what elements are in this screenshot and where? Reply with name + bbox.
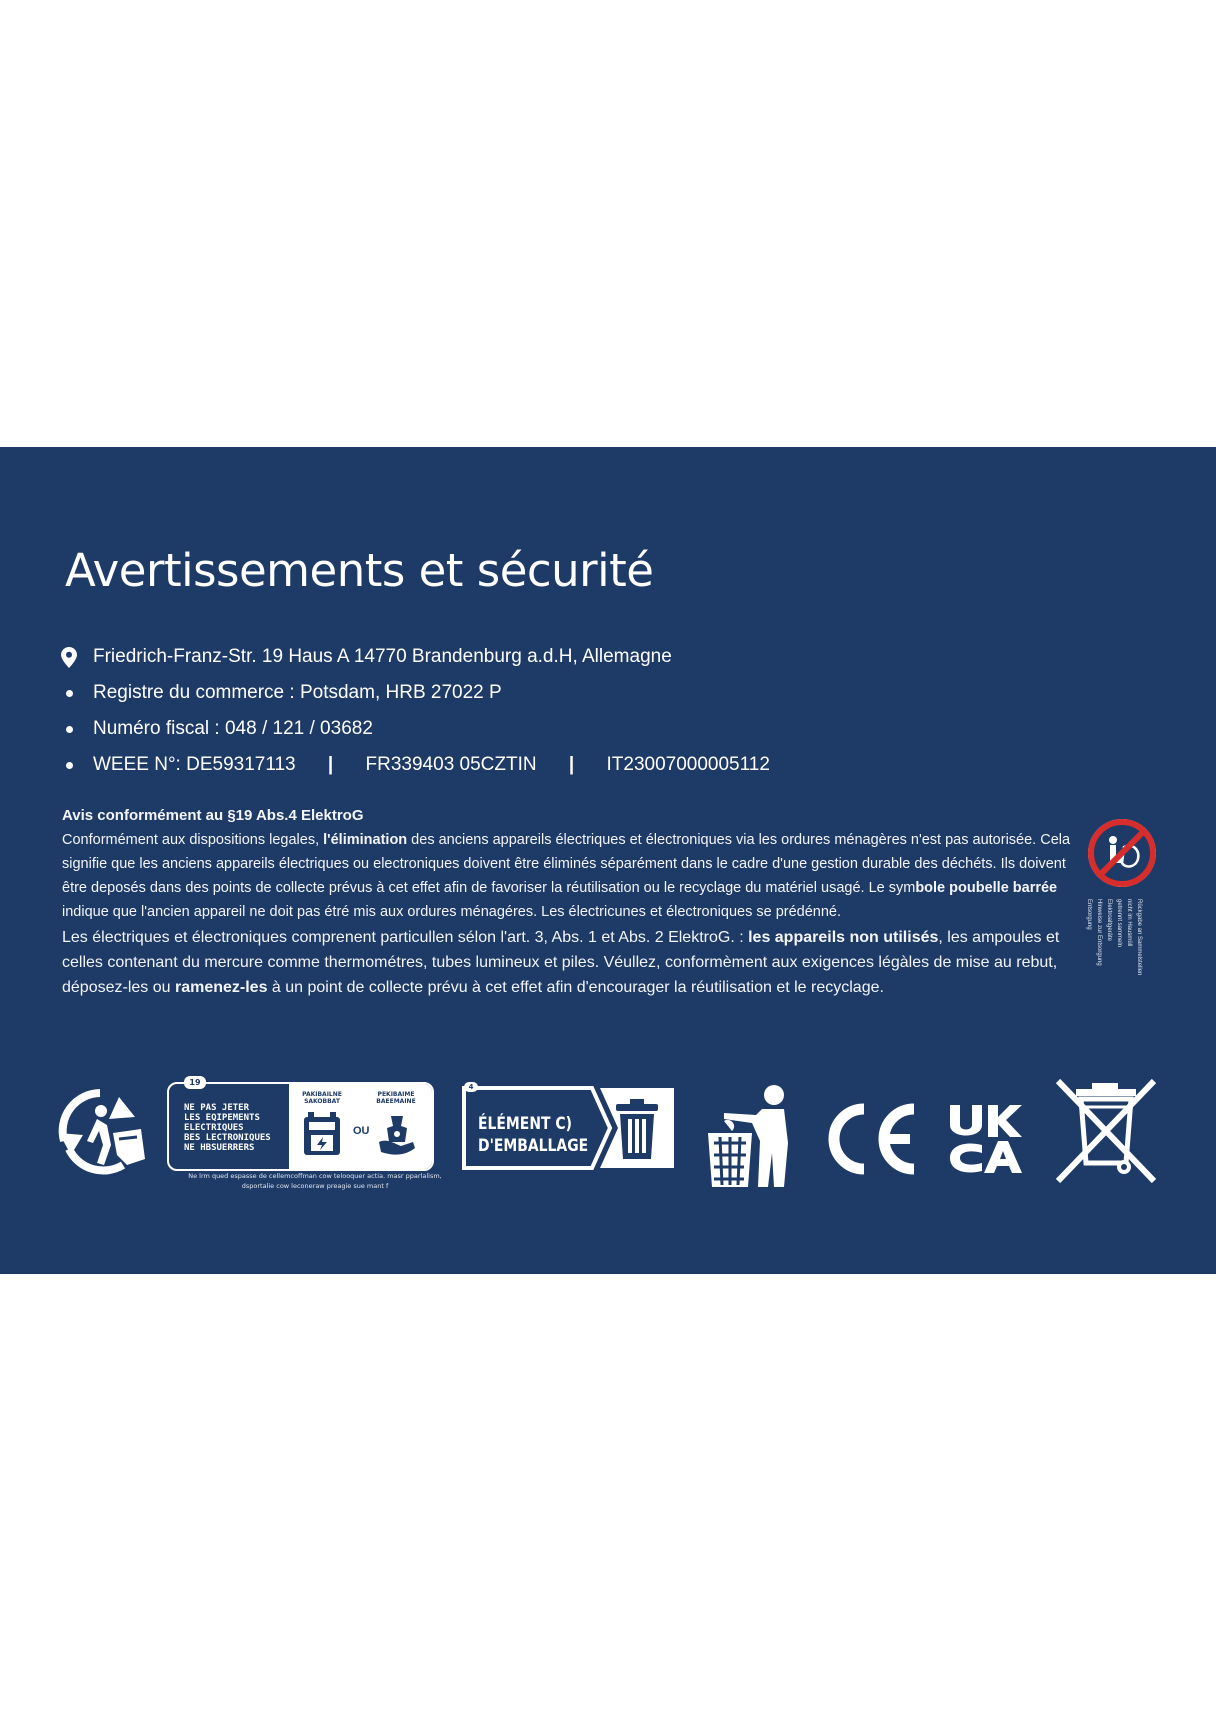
bullet-icon	[66, 726, 73, 733]
notice-paragraph-2	[62, 925, 1072, 1000]
notice-paragraph-1	[62, 828, 1072, 924]
trash-bin-icon	[614, 1099, 660, 1165]
label-or-text: OU	[353, 1125, 370, 1137]
tax-item	[58, 717, 1058, 753]
weee-fr-text: FR339403 05CZTIN	[365, 754, 537, 775]
notice-text: , les ampoules et celles contenant du mercure comme thermométres, tubes lumineux et piles. Véullez, conformèment aux exigences légàles de mise au rebut, déposez-les ou	[62, 929, 1060, 996]
notice-emphasis: les appareils non utilisés	[748, 929, 939, 946]
crossed-bin-icon	[1050, 1077, 1164, 1191]
notice-emphasis: bole poubelle barrée	[915, 880, 1058, 896]
label-caption: Ne lrm qued espasse de cellemcoffman cow telooquer actia. masr pparlalism, dsportalie cow leconeraw preagie sue mant f	[188, 1172, 442, 1190]
compliance-icon-row	[0, 1067, 1216, 1207]
address-item	[58, 645, 1058, 681]
weee-it-text: IT23007000005112	[606, 754, 770, 775]
label-main-text: NE PAS JETER LES EQIPEMENTS ELECTRIQUES BES LECTRONIQUES NE HBSUERRERS	[184, 1103, 271, 1153]
register-text: Registre du commerce : Potsdam, HRB 27022 P	[93, 682, 502, 703]
bullet-icon	[66, 690, 73, 697]
label-right-title: PEKIBAIME BAEEMAINE	[376, 1091, 416, 1105]
tax-text: Numéro fiscal : 048 / 121 / 03682	[93, 718, 373, 739]
notice-text: Les électriques et électroniques comprenent particullen sélon l'art. 3, Abs. 1 et Abs. 2 ElektroG. :	[62, 929, 749, 946]
separator: |	[327, 754, 334, 775]
weee-item	[58, 753, 1058, 789]
page-title: Avertissements et sécurité	[65, 544, 654, 597]
company-info-list	[58, 645, 1058, 789]
location-pin-icon	[61, 647, 77, 675]
separator: |	[568, 754, 575, 775]
weee-de-text: WEEE N°: DE59317113	[93, 754, 296, 775]
no-household-waste-icon	[1086, 817, 1158, 893]
address-text: Friedrich-Franz-Str. 19 Haus A 14770 Brandenburg a.d.H, Allemagne	[93, 646, 672, 667]
notice-emphasis: ramenez-les	[174, 979, 268, 996]
notice-text: Conformément aux dispositions legales,	[62, 832, 324, 848]
ukca-mark-icon	[946, 1103, 1024, 1179]
register-item	[58, 681, 1058, 717]
ce-mark-icon	[824, 1101, 920, 1181]
hand-drop-icon	[377, 1112, 417, 1162]
packaging-label-icon	[167, 1078, 434, 1171]
tidyman-icon	[704, 1083, 796, 1193]
bullet-icon	[66, 762, 73, 769]
notice-text: à un point de collecte prévu à cet effet afin d'encourager la réutilisation et le recyclage.	[267, 979, 884, 996]
label-badge: 19	[184, 1076, 206, 1089]
notice-emphasis: l'élimination	[323, 832, 408, 848]
notice-heading: Avis conformément au §19 Abs.4 ElektroG	[62, 807, 364, 824]
battery-box-icon	[301, 1111, 343, 1163]
side-vertical-text: Entsorgung Hinweise zur Entsorgung Elektroaltgeräte getrennt sammeln nicht im Hausmüll Rückgabe an Sammelstellen	[1086, 899, 1142, 976]
packaging-element-number: 4	[464, 1082, 478, 1092]
emballage-line-1: ÉLÉMENT C)	[478, 1114, 572, 1134]
safety-panel	[0, 447, 1216, 1274]
emballage-line-2: D'EMBALLAGE	[478, 1136, 589, 1156]
label-left-title: PAKIBAILNE SAKOBBAT	[302, 1091, 342, 1105]
elektrog-notice	[62, 804, 1072, 1000]
packaging-element-text	[478, 1113, 588, 1157]
notice-text: des anciens appareils électriques et électroniques via les ordures ménagères n'est pas autorisée. Cela signifie que les anciens appareils électriques ou electroniques doivent être éliminés séparément dans le cadre d'une gestion durable des déchéts. Ils doivent être deposés dans des points de collecte prévus à cet effet afin de favoriser la réutilisation ou le recyclage du matériel usagé. Le sym	[62, 832, 1071, 896]
recycle-person-icon	[57, 1089, 147, 1179]
notice-text: indique que l'ancien appareil ne doit pas étré mis aux ordures ménagéres. Les électricunes et électroniques se prédénné.	[62, 904, 841, 920]
